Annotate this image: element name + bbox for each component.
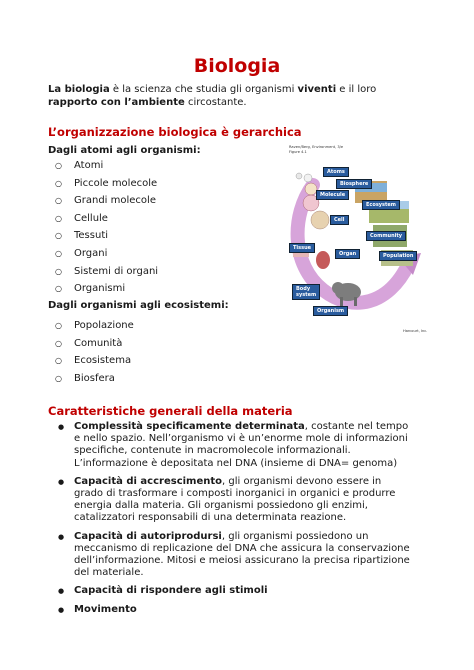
- item-term: Capacità di accrescimento: [74, 475, 223, 487]
- intro-text-3: circostante.: [184, 97, 247, 108]
- list-atomi-organismi: [55, 159, 158, 300]
- list-caratteristiche: [58, 421, 410, 622]
- intro-bold-rapporto: rapporto con l’ambiente: [48, 97, 185, 108]
- list-item: [58, 531, 410, 580]
- list-item: [58, 476, 410, 525]
- list-item: ○ Ecosistema: [55, 354, 134, 372]
- list-item: ○ Cellule: [55, 212, 158, 230]
- intro-text-2: e il loro: [336, 84, 377, 95]
- label-body: Body: [296, 286, 311, 292]
- elephant-head: [332, 282, 344, 294]
- label-organ: Organ: [335, 249, 360, 259]
- label-system: system: [296, 292, 317, 298]
- intro-paragraph: [48, 83, 428, 109]
- list-item: [58, 585, 410, 597]
- label-community: Community: [366, 231, 406, 241]
- subheading-atomi-organismi: Dagli atomi agli organismi:: [48, 145, 201, 156]
- list-item: [58, 421, 410, 470]
- label-ecosystem: Ecosystem: [362, 200, 400, 210]
- item-term: Movimento: [74, 603, 137, 615]
- label-population: Population: [379, 251, 417, 261]
- label-biosphere: Biosphere: [336, 179, 372, 189]
- figure-caption-number: Figure 4.1: [289, 150, 307, 154]
- list-item: ○ Piccole molecole: [55, 177, 158, 195]
- label-organism: Organism: [313, 306, 348, 316]
- label-molecule: Molecule: [316, 190, 349, 200]
- list-item: ○ Popolazione: [55, 319, 134, 337]
- list-item: ○ Organi: [55, 247, 158, 265]
- item-term: Capacità di autoriprodursi: [74, 530, 222, 542]
- label-tissue: Tissue: [289, 243, 315, 253]
- list-item: [58, 604, 410, 616]
- organ-shape: [316, 251, 330, 269]
- label-body-system: [292, 284, 320, 300]
- elephant-leg: [354, 297, 357, 306]
- section-heading-caratteristiche: Caratteristiche generali della materia: [48, 404, 293, 418]
- section-heading-organizzazione: L’organizzazione biologica è gerarchica: [48, 125, 302, 139]
- list-item: ○ Organismi: [55, 282, 158, 300]
- item-text: , costante nel tempo e nello spazio. Nell’organismo vi è un’enorme mole di informazioni specifiche, contenute in macromolecole informazionali. L’informazione è depositata nel DNA (insieme di DNA= genoma): [74, 421, 409, 469]
- item-term: Complessità specificamente determinata: [74, 421, 305, 432]
- list-item: ○ Grandi molecole: [55, 194, 158, 212]
- list-item: ○ Tessuti: [55, 229, 158, 247]
- label-cell: Cell: [330, 215, 349, 225]
- hierarchy-figure: [283, 145, 433, 340]
- atom-shape: [304, 174, 312, 182]
- figure-credit: Harcourt, Inc.: [403, 329, 428, 333]
- list-item: ○ Comunità: [55, 337, 134, 355]
- list-item: ○ Biosfera: [55, 372, 134, 390]
- subheading-organismi-ecosistemi: Dagli organismi agli ecosistemi:: [48, 300, 229, 311]
- list-organismi-ecosistemi: [55, 319, 134, 389]
- intro-bold-viventi: viventi: [297, 84, 337, 95]
- list-item: ○ Atomi: [55, 159, 158, 177]
- item-text: , gli organismi devono essere in grado di trasformare i composti inorganici in organici e produrre energia dalla materia. Gli organismi possiedono gli enzimi, catalizzatori responsabili di una determinata reazione.: [74, 475, 396, 524]
- intro-bold-biologia: La biologia: [48, 84, 110, 95]
- intro-text-1: è la scienza che studia gli organismi: [109, 84, 298, 95]
- label-atoms: Atoms: [323, 167, 349, 177]
- page-title: Biologia: [193, 55, 281, 77]
- item-text: , gli organismi possiedono un meccanismo di replicazione del DNA che assicura la conservazione dell’informazione. Mitosi e meiosi assicurano la precisa ripartizione del materiale.: [74, 530, 410, 579]
- item-term: Capacità di rispondere agli stimoli: [74, 585, 268, 597]
- figure-caption-source: Raven/Berg, Environment, 3/e: [289, 145, 344, 149]
- atom-shape: [296, 173, 302, 179]
- list-item: ○ Sistemi di organi: [55, 265, 158, 283]
- cell-shape: [311, 211, 329, 229]
- elephant-leg: [340, 297, 343, 306]
